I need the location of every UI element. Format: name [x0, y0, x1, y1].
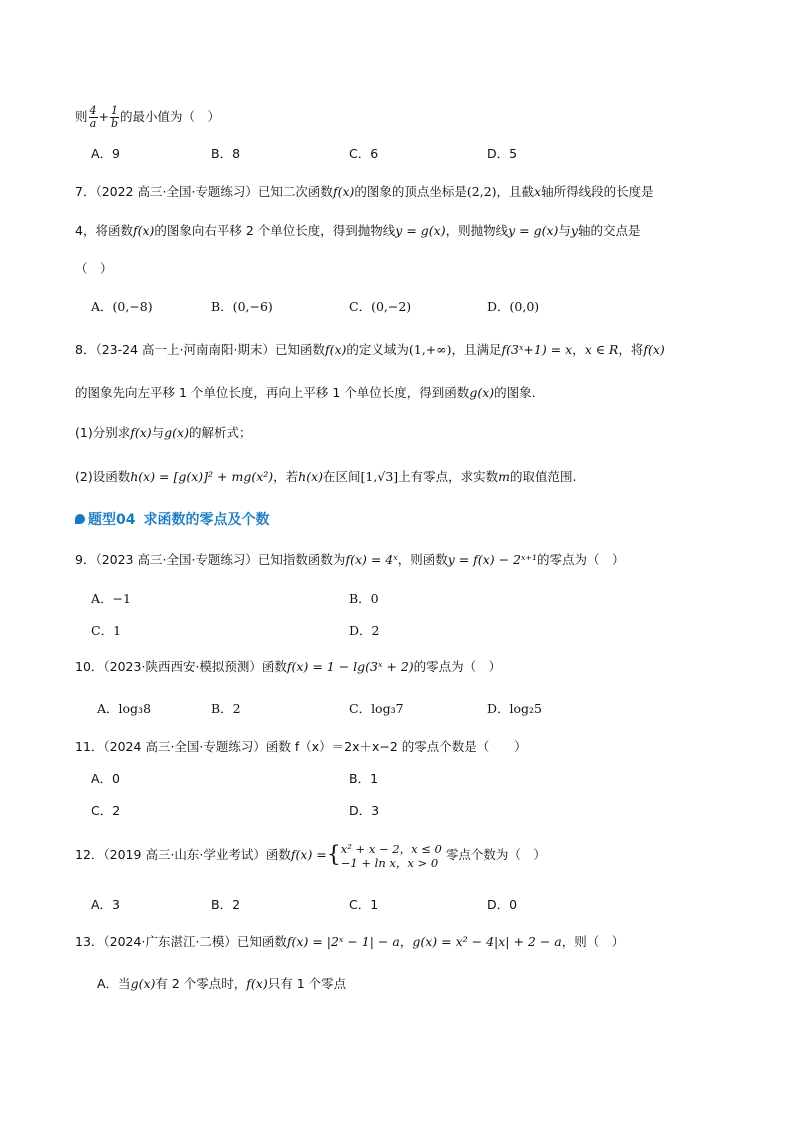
q7-option-d[interactable]: D．(0,0)	[487, 299, 540, 314]
q7-line-1: 7．（2022 高三·全国·专题练习）已知二次函数f(x)的图象的顶点坐标是(2,2)，且截x轴所得线段的长度是	[75, 184, 654, 199]
q10-option-a[interactable]: A．log₃8	[97, 701, 152, 716]
math-vertex: (2,2)	[466, 184, 497, 199]
section-title: 求函数的零点及个数	[143, 512, 270, 528]
q12-option-d[interactable]: D．0	[487, 897, 518, 912]
q11-option-b[interactable]: B．1	[349, 771, 379, 786]
section-heading	[75, 509, 269, 529]
q9-option-c[interactable]: C．1	[91, 623, 122, 638]
q6-text-pre: 则	[75, 109, 88, 124]
q11-option-a[interactable]: A．0	[91, 771, 121, 786]
q10-option-c[interactable]: C．log₃7	[349, 701, 404, 716]
q7-option-a[interactable]: A．(0,−8)	[91, 299, 153, 314]
q6-text-post: 的最小值为（ ）	[120, 109, 221, 124]
q7-option-b[interactable]: B．(0,−6)	[211, 299, 273, 314]
q6-line: 则 $\frac{4}{a}$ + $\frac{1}{b}$ 的最小值为（ ）	[75, 104, 221, 130]
q13-line-1: 13．（2024·广东湛江·二模）已知函数f(x) = |2ˣ − 1| − a，g(x) = x² − 4|x| + 2 − a，则（ ）	[75, 934, 625, 949]
q9-option-d[interactable]: D．2	[349, 623, 380, 638]
q8-line-2: 的图象先向左平移 1 个单位长度，再向上平移 1 个单位长度，得到函数g(x)的图象.	[75, 385, 536, 400]
q6-option-d[interactable]: D．5	[487, 146, 518, 161]
q7-line-2: 4，将函数f(x)的图象向右平移 2 个单位长度，得到抛物线y = g(x)，则抛物线y = g(x)与y轴的交点是	[75, 223, 641, 238]
q6-option-a[interactable]: A．9	[91, 146, 121, 161]
q6-option-b[interactable]: B．8	[211, 146, 241, 161]
math-fx: f(x)	[332, 184, 355, 199]
q10-option-d[interactable]: D．log₂5	[487, 701, 543, 716]
q12-option-c[interactable]: C．1	[349, 897, 379, 912]
q10-option-b[interactable]: B．2	[211, 701, 241, 716]
q8-subquestion-2: (2)设函数h(x) = [g(x)]² + mg(x²)，若h(x)在区间[1,√3]上有零点，求实数m的取值范围.	[75, 469, 577, 484]
q11-line-1: 11．（2024 高三·全国·专题练习）函数 f（x）＝2x＋x−2 的零点个数是（ ）	[75, 739, 527, 754]
q12-option-b[interactable]: B．2	[211, 897, 241, 912]
q12-line-1: 12．（2019 高三·山东·学业考试）函数f(x) ={ x² + x − 2，x ≤ 0 −1 + ln x，x > 0 零点个数为（ ）	[75, 841, 546, 870]
q11-option-c[interactable]: C．2	[91, 803, 121, 818]
q7-line-3: （ ）	[75, 261, 113, 276]
math-domain: (1,+∞)	[408, 342, 452, 357]
math-hx-definition: h(x) = [g(x)]² + mg(x²)	[130, 469, 274, 484]
q13-option-a[interactable]: A．当g(x)有 2 个零点时，f(x)只有 1 个零点	[97, 976, 347, 991]
q10-line-1: 10．（2023·陕西西安·模拟预测）函数f(x) = 1 − lg(3ˣ + 2)的零点为（ ）	[75, 659, 502, 674]
q8-line-1: 8．（23-24 高一上·河南南阳·期末）已知函数f(x)的定义域为(1,+∞)，且满足f(3ˣ+1) = x，x ∈ R，将f(x)	[75, 342, 665, 357]
fraction-1-over-b: $\frac{1}{b}$	[111, 104, 119, 130]
q7-option-c[interactable]: C．(0,−2)	[349, 299, 412, 314]
section-tag: 题型04	[88, 512, 136, 528]
q9-line-1: 9．（2023 高三·全国·专题练习）已知指数函数为f(x) = 4ˣ，则函数y = f(x) − 2ˣ⁺¹的零点为（ ）	[75, 552, 625, 567]
q9-option-b[interactable]: B．0	[349, 591, 379, 606]
section-marker-icon	[75, 514, 85, 524]
piecewise-cases: x² + x − 2，x ≤ 0 −1 + ln x，x > 0	[340, 841, 442, 870]
q8-subquestion-1: (1)分别求f(x)与g(x)的解析式；	[75, 425, 252, 440]
q9-option-a[interactable]: A．−1	[91, 591, 131, 606]
math-condition: f(3ˣ+1) = x	[501, 342, 573, 357]
q12-option-a[interactable]: A．3	[91, 897, 121, 912]
math-interval: [1,√3]	[360, 469, 399, 484]
fraction-4-over-a: $\frac{4}{a}$	[89, 104, 97, 130]
q6-option-c[interactable]: C．6	[349, 146, 379, 161]
q11-option-d[interactable]: D．3	[349, 803, 380, 818]
piecewise-brace: {	[326, 842, 341, 868]
